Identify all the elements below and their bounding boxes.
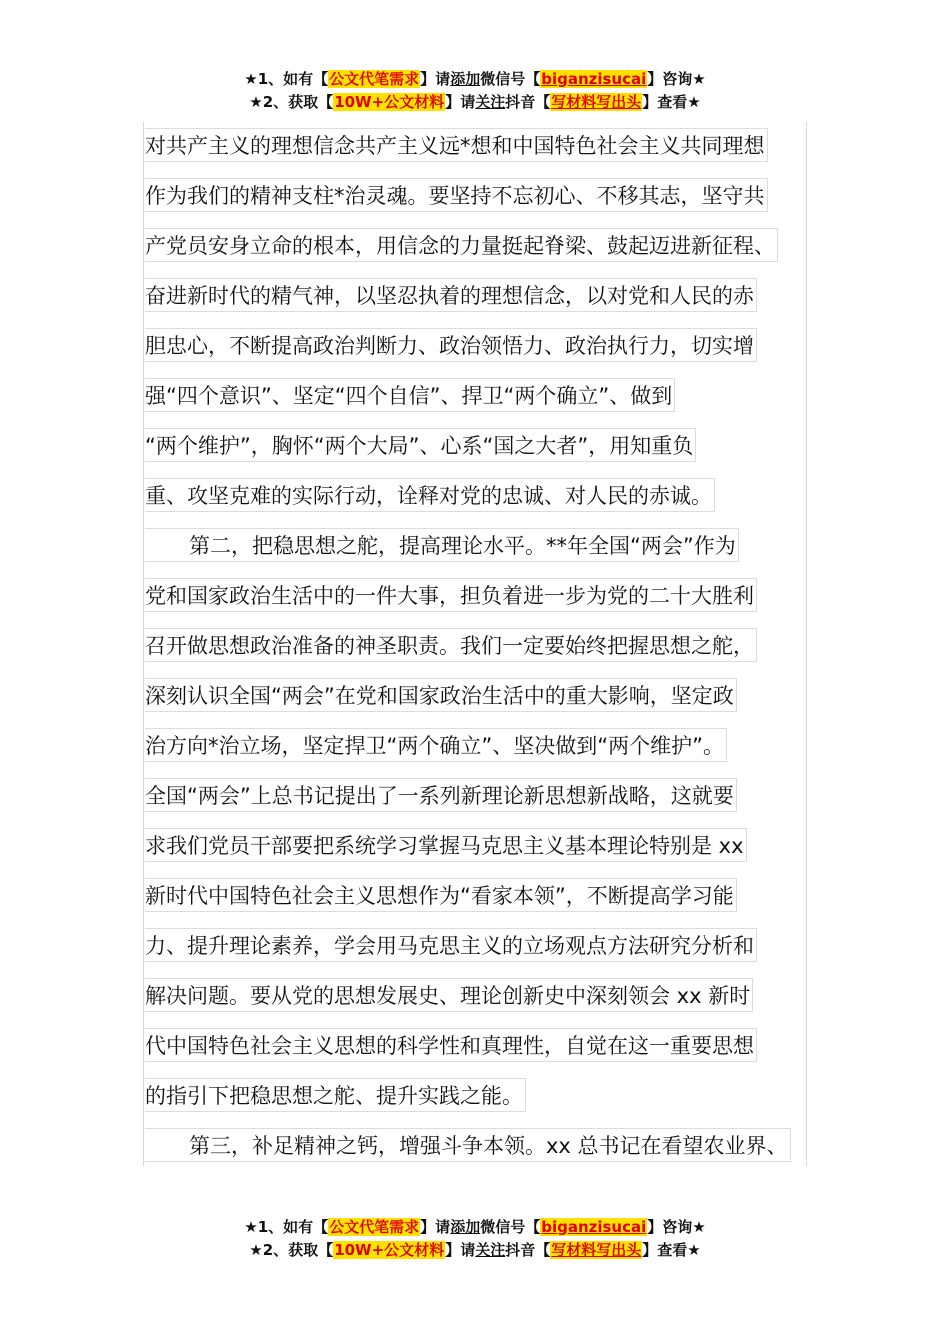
body-line: “两个维护”，胸怀“两个大局”、心系“国之大者”，用知重负: [145, 428, 696, 462]
highlight-materials: 10W+公文材料: [334, 93, 445, 111]
banner-text-underlined: 添加: [450, 70, 481, 88]
body-line: 党和国家政治生活中的一件大事，担负着进一步为党的二十大胜利: [145, 578, 757, 612]
body-line: 召开做思想政治准备的神圣职责。我们一定要始终把握思想之舵，: [145, 628, 757, 662]
body-line: 解决问题。要从党的思想发展史、理论创新史中深刻领会 xx 新时: [145, 978, 753, 1012]
banner-text: 】咨询★: [647, 70, 706, 88]
banner-text: 】查看★: [642, 93, 701, 111]
banner-text: 微信号【: [480, 70, 541, 88]
header-banner: [0, 68, 950, 114]
banner-text-underlined: 添加: [450, 1218, 481, 1236]
banner-text: 】请: [445, 1241, 476, 1259]
highlight-wechat-id: biganzisucai: [541, 70, 647, 88]
body-line: 胆忠心，不断提高政治判断力、政治领悟力、政治执行力，切实增: [145, 328, 757, 362]
body-line: 奋进新时代的精气神，以坚忍执着的理想信念，以对党和人民的赤: [145, 278, 757, 312]
body-line: 代中国特色社会主义思想的科学性和真理性，自觉在这一重要思想: [145, 1028, 757, 1062]
body-line: 新时代中国特色社会主义思想作为“看家本领”，不断提高学习能: [145, 878, 737, 912]
banner-text: 】请: [420, 1218, 451, 1236]
banner-text: 微信号【: [480, 1218, 541, 1236]
banner-line-1: [0, 1216, 950, 1239]
highlight-ghostwriting: 公文代笔需求: [329, 70, 420, 88]
body-line: 强“四个意识”、坚定“四个自信”、捍卫“两个确立”、做到: [145, 378, 675, 412]
banner-text: 】查看★: [642, 1241, 701, 1259]
banner-text: 抖音【: [505, 1241, 551, 1259]
banner-text: 】咨询★: [647, 1218, 706, 1236]
banner-text: 抖音【: [505, 93, 551, 111]
body-line: 深刻认识全国“两会”在党和国家政治生活中的重大影响，坚定政: [145, 678, 737, 712]
body-line: 全国“两会”上总书记提出了一系列新理论新思想新战略，这就要: [145, 778, 737, 812]
banner-text: ★1、如有【: [244, 70, 329, 88]
banner-text: ★1、如有【: [244, 1218, 329, 1236]
banner-line-2: [0, 91, 950, 114]
body-line: 求我们党员干部要把系统学习掌握马克思主义基本理论特别是 xx: [145, 828, 747, 862]
banner-text: ★2、获取【: [249, 1241, 334, 1259]
highlight-douyin: 写材料写出头: [551, 1241, 642, 1259]
body-line: 力、提升理论素养，学会用马克思主义的立场观点方法研究分析和: [145, 928, 757, 962]
body-line: 对共产主义的理想信念共产主义远*想和中国特色社会主义共同理想: [145, 128, 768, 162]
body-line: 的指引下把稳思想之舵、提升实践之能。: [145, 1078, 526, 1112]
banner-line-1: [0, 68, 950, 91]
body-line: 产党员安身立命的根本，用信念的力量挺起脊梁、鼓起迈进新征程、: [145, 228, 778, 262]
highlight-wechat-id: biganzisucai: [541, 1218, 647, 1236]
banner-text-underlined: 关注: [475, 1241, 506, 1259]
body-line: 作为我们的精神支柱*治灵魂。要坚持不忘初心、不移其志，坚守共: [145, 178, 768, 212]
banner-text: ★2、获取【: [249, 93, 334, 111]
highlight-ghostwriting: 公文代笔需求: [329, 1218, 420, 1236]
banner-text: 】请: [420, 70, 451, 88]
body-line: 治方向*治立场，坚定捍卫“两个确立”、坚决做到“两个维护”。: [145, 728, 727, 762]
highlight-douyin: 写材料写出头: [551, 93, 642, 111]
highlight-materials: 10W+公文材料: [334, 1241, 445, 1259]
banner-text-underlined: 关注: [475, 93, 506, 111]
body-line: 重、攻坚克难的实际行动，诠释对党的忠诚、对人民的赤诚。: [145, 478, 715, 512]
paragraph-start: 第三，补足精神之钙，增强斗争本领。xx 总书记在看望农业界、: [145, 1128, 791, 1162]
banner-line-2: [0, 1239, 950, 1262]
paragraph-start: 第二，把稳思想之舵，提高理论水平。**年全国“两会”作为: [145, 528, 739, 562]
banner-text: 】请: [445, 93, 476, 111]
footer-banner: [0, 1216, 950, 1262]
